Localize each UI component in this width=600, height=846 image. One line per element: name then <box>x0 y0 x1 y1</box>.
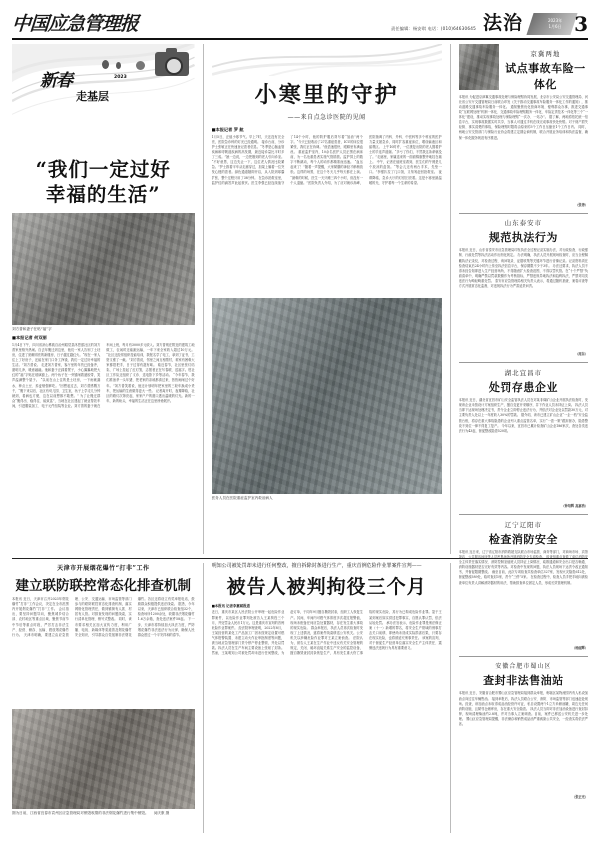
mid-photo <box>212 298 442 494</box>
bottom-mid-kicker: 明知公司被处罚却未进行任何整改，擅自拆除封条进行生产，重庆首例危险作业罪案件宣判—— <box>211 562 422 569</box>
camera-icon <box>155 52 189 76</box>
page-number: 3 <box>574 12 588 36</box>
bottom-left-article <box>12 563 195 833</box>
divider-bl-bm <box>203 563 204 833</box>
left-feature-column <box>12 44 195 554</box>
bottom-zone <box>12 563 588 833</box>
decorative-swoosh-left <box>12 44 195 156</box>
rail-body-1: 本报讯 近日，山东省泰安市应急管理局印发执法全过程记录实施办法，对行政检查、行政强制、行政处罚等执法活动作出细化规定。 办法明确，执法人员开展现场检查时，应当全程佩戴执法记录仪，对检查过程、询问笔录、证据收集等关键环节进行音像记录。记录资料须在检查结束后24小时内上传至执法信息平台，保存期限不少于3年。 办法还要求，执法人员不得未经告知即进入生产经营场所，不得随意扩大检查范围，不得以罚代管。在“十个严禁”负面清单中，明确严禁以罚款数额作为考核指标，严禁违规异地执法和趋利执法，严禁对同类违法行为畸轻畸重处罚。 泰安市应急管理局相关负责人表示，将通过随机抽查、案卷评查等方式开展常态化监督，对违规执法行为严肃追责问责。 <box>458 248 588 289</box>
series-logo-main: 新春 <box>40 70 72 91</box>
rail-divider-0 <box>459 213 588 214</box>
masthead <box>12 6 588 36</box>
section-title: 法治 <box>482 12 523 34</box>
paper-logo-wrap <box>12 6 138 36</box>
series-logo-sub: 走基层 <box>76 89 109 103</box>
mid-subheadline: ——来自点急诊医院的见闻 <box>287 113 366 121</box>
lantern-icon-3 <box>136 61 145 70</box>
rail-body-0: 本报讯 为促进京津冀交通事故处理与保险理赔协同发展，北京市公安局公安交通管理局、河北省公安厅交通管理局日前联合印发《关于推动交通事故车险服务一体化工作的通知》，推动道路交通事故车险服务一体化。 通知聚焦优化营商环境、便利群众办事，推进交通事故“互联网处理”机制一体化、交通事故车险理赔服务一体化、车险定责技术一体化等三个“一体化”建设，推动实现事故处理与保险理赔“一次办、一站办”。 据了解，两地将依托统一信息平台，实现事故数据实时共享，当事人可通过手机在线完成事故快处快赔。对于财产损失轻微、事实清楚的事故，保险理赔时限将由原来的3个工作日压缩至1个工作日内。 同时，两地公安交管部门与保险行业协会将建立定期会商机制，联合开展业务培训和执法监督，确保一体化服务规范有序推进。 <box>458 94 588 140</box>
rail-item-1 <box>459 218 588 357</box>
rail-divider-1 <box>459 362 588 363</box>
right-photo-top <box>459 44 499 90</box>
lantern-icon-2 <box>116 62 121 69</box>
left-body <box>12 343 195 591</box>
left-photo-caption: 刘方普和妻子在贴“福”字 <box>12 326 52 331</box>
paper-logo: 中国应急管理报 <box>11 13 139 35</box>
left-headline <box>12 158 195 208</box>
rail-body-4: 本报讯 近日，安徽省合肥市蜀山区应急管理局接到群众举报，称辖区某物流园内有人私设加油点向过往车辆售油。 接到举报后，执法人员联合公安、消防、市场监管等部门迅速赶赴现场。经查，该加油点未取得成品油经营许可证，私自设置两个1立方米储油罐，周边无任何消防设施，且紧邻仓储库房，存在重大安全隐患。 执法人员当即对非法加油设备进行查封扣押，现场清理柴油约2.8吨，并对当事人立案调查。目前，案件已移送公安机关进一步处理。 蜀山区应急管理局提醒，非法储存和销售成品油严重威胁公共安全，一经查实将依法严惩。 <box>458 691 588 727</box>
rail-body-2: 本报讯 近日，湖北省宜昌市矿山安全监管执法人员在对某非煤矿山企业开展执法检查时，发现该企业未按设计方案组织生产，擅自变更开采顺序，井下作业人员未持证上岗。 执法人员当即下达现场处理决定书，责令企业立即停止违法行为，并依法对企业处以罚款30万元，对主要负责人处以上一年度收入30%的罚款。 据介绍，该市已建立矿山企业“一企一档”安全监管台账，将存在重大事故隐患的企业列入重点监管名单，实行“一患一策”跟踪督办，隐患整改不到位一律不得复工复产。 今年以来，宜昌市已累计检查矿山企业186家次，查处各类违法行为43起，督促整改隐患520项。 <box>458 398 588 433</box>
bottom-mid-body-text: 近日，重庆市某区人民法院公开审理一起危险作业罪案件，以危险作业罪判处被告人王某拘役三个月，并处罚金人民币1万元。这是重庆市宣判的首例危险作业罪案件。 经法院审理查明，2022年8月，王某经营的某化工产品加工厂因未按规定设置可燃气体报警装置、未建立动火作业审批制度等问题，被当地应急管理部门责令停产停业整顿，并处以罚款。执法人员在生产车间主要设备上张贴了封条。 然而，王某明知公司被处罚却未进行任何整改，为赶订单，于同年9月擅自撕毁封条，组织工人恢复生产。其间，车间内可燃气体浓度多次超过报警值，现场未配备任何应急处置器材，存在发生重大事故的现实危险。 群众举报后，执法人员再次检查时发现了上述情况，遂将案件线索移送公安机关。公安机关以涉嫌危险作业罪对王某立案侦查。 法院认为，被告人王某在生产作业中违反有关安全管理的规定，关闭、破坏直接关系生产安全的监控设备，擅自撕毁查封封条恢复生产，具有发生重大伤亡事故的现实危险，其行为已构成危险作业罪。鉴于王某到案后如实供述犯罪事实，自愿认罪认罚，依法从轻处罚。 承办法官表示，危险作业罪是刑法修正案（十一）新增的罪名，将安全生产领域的刑事打击关口前移，即使尚未造成实际损害后果，只要存在现实危险，也将被追究刑事责任。 该案的宣判，对于督促生产经营单位落实安全生产主体责任、震慑违法违规行为具有重要意义。 <box>211 610 442 656</box>
bottom-left-photo-credit: 闵庆康 摄 <box>153 810 170 815</box>
right-rail <box>458 44 588 800</box>
mid-headline: 小寒里的守护 <box>254 81 399 108</box>
rail-headline-3: 检查消防安全 <box>488 532 558 546</box>
bottom-left-photo-caption <box>12 811 195 816</box>
editor-credit: 责任编辑：杨安琪 电话：(010)64630645 <box>391 26 476 31</box>
bottom-left-photo <box>12 709 195 809</box>
left-headline-line2: 幸福的生活” <box>45 182 161 206</box>
rail-kicker-0: 京冀两地 <box>530 49 561 58</box>
series-logo <box>40 66 170 108</box>
divider-mid-right <box>450 44 451 554</box>
date-page-badge <box>530 13 588 35</box>
mid-body-top <box>212 135 442 295</box>
rail-headline-0: 试点事故车险一体化 <box>505 61 586 91</box>
rail-headline-2: 处罚存患企业 <box>488 381 558 395</box>
bottom-left-kicker: 天津市开展烟花爆竹“打非”工作 <box>57 564 150 572</box>
left-body-text: 1月4日下午，四川省凉山彝族自治州昭觉县沐恩邸社区的刘方普家里格外热闹。自去年搬迁到这里，他们一家人告别了土坯房，住进了宽敞明亮的新楼房，日子越过越红火。“现在一家人住上了好房子，还能在家门口务工挣钱，我们一定过好幸福的生活。”刘方普说。 走进刘方普家，客厅里的年货已经备齐，窗明几净，暖意融融。他和妻子正踩着凳子，小心翼翼地把大红的“福”字贴在玻璃窗上。两个孩子在一旁嬉闹着递胶带，笑声溢满整个屋子。 “以前在山上住的是土坯房，一下雨就漏水，种点土豆、荞麦勉强够吃。”回想起过去，刘方普感慨万千，“搬下来以后，社区有幼儿园、卫生室，孩子上学走几分钟就到，看病也方便，这在以前想都不敢想。” 为了让搬迁群众“搬得出、稳得住、能致富”，当地在社区建起了就业帮扶车间，引进服装加工、电子元件组装等企业。刘方普的妻子就在车间上班，每月有3000多元收入。刘方普则在附近的建筑工地做工，农闲时还能跑运输，一年下来全家收入超过10万元。 “社区还经常组织技能培训，我报名学了电工，拿到了证书，工资又涨了一截。”刘方普说，邻里之间互相帮衬，谁家有困难大家都搭把手，日子过得有滋有味。 临近春节，社区里张灯结彩，广场上挂起了红灯笼，志愿者正在写春联、送福字。驻社区工作队还组织了义诊、送电影下乡等活动。 “今年春节，我们准备杀一头年猪，把老家的亲戚都请过来，热热闹闹过个好年。”刘方普笑着说，他还计划明年把家里的三轮车换成小货车，把运输的生意做得更大一些。 记者离开时，夜幕降临，社区的路灯次第亮起，家家户户的窗口透出温暖的灯光。新的一年，新的盼头，幸福的生活正在这里徐徐展开。 <box>12 342 195 409</box>
masthead-right <box>391 8 588 36</box>
rail-endmark-0: （张涛） <box>575 202 588 207</box>
rail-endmark-1: （周东） <box>575 352 588 357</box>
rail-item-2 <box>459 368 588 509</box>
bottom-left-headline: 建立联防联控常态化排查机制 <box>15 577 192 594</box>
date-day: 1月6日 <box>548 24 562 29</box>
rail-endmark-2: （钟绍辉 高嘉浩） <box>561 504 588 509</box>
left-byline: ■本报记者 何双丽 <box>12 334 47 340</box>
decorative-swoosh-mid <box>212 44 442 78</box>
date-text <box>530 18 573 30</box>
rail-body-3: 本报讯 连日来，辽宁省辽阳市消防救援支队联合市场监管、商务等部门，对商场市场、宾馆饭店、公共娱乐场所等人员密集场所开展消防安全专项检查。 检查组重点查看了单位消防安全主体责任落实情况、消防控制室值班人员持证上岗情况、疏散通道和安全出口是否畅通、消防设施器材是否完好有效等内容。对检查中发现的问题，执法人员现场下达责令改正通知书，并督促限期整改。 截至目前，此次专项检查共检查单位327家，发现火灾隐患612处，督促整改589处，临时查封3家，责令“三停”5家。 在检查过程中，检查人员手把手地向被检查单位负责人讲解消防器材的用法，帮助排查单位固定人员，形成长效管理机制。 <box>458 549 588 585</box>
series-logo-year: 2023 <box>114 74 127 80</box>
mid-photo-caption: 医务人员在医院重症监护室内救治病人 <box>211 495 273 500</box>
rail-endmark-4: （张正光） <box>572 795 588 800</box>
bottom-mid-byline: ■本报讯 记者李嘉斌报道 <box>211 604 250 609</box>
bottom-left-body-text: 本报讯 近日，天津市召开2023年烟花爆竹“打非”工作会议，决定在全市范围内开展烟花爆竹“打非”工作。 会议指出，要坚持问题导向，聚焦城乡结合部、农村地区等重点区域，聚焦节前节中节后等重点时段，严厉打击非法生产、经营、储存、运输、燃放烟花爆竹行为。 天津市明确，要建立由应急管理、公安、交通运输、市场监管等部门参与的联防联控常态化排查机制，落实网格化管理责任，做到镇街有人抓、村居有人管。对排查发现的问题线索，实行清单化管理、销号式整改。 同时，该市要求相关区加大宣传力度，利用广播、电视、新媒体等渠道普及烟花爆竹安全知识，引导群众自觉抵制非法烟花爆竹。各区还将设立有奖举报电话，鼓励群众积极提供违法线索。 据悉，今年以来，天津市已组织联合检查组32个，检查场所1200余处，收缴非法烟花爆竹1.6万余箱，查处违法案件58起。 下一步，天津市将持续加大执法力度，严防烟花爆竹非法违法行为反弹，确保人民群众度过一个平安祥和的春节。 <box>12 596 195 637</box>
bottom-left-caption-text: 图为日前，江西省宜春市袁州区应急管理局对销毁收缴的非法烟花爆竹进行集中销毁。 <box>12 810 149 815</box>
divider-left-mid <box>203 44 204 554</box>
bottom-mid-article <box>212 563 442 833</box>
mid-feature-column <box>212 44 442 554</box>
masthead-rule <box>12 38 588 40</box>
left-photo <box>12 213 195 325</box>
rail-kicker-2: 湖北宜昌市 <box>504 369 543 378</box>
mid-byline: ■本报记者 罗 航 <box>211 126 244 132</box>
mid-body-top-text: 1月5日，正值小寒节气。早上7时，天还没有完全亮，医院急诊科的灯光已经通明。 接诊台前，分诊护士张敏正在快速登记患者信息。“冬季是心脑血管疾病和呼吸道疾病的高发期，最近接诊量比平时多了三成。”她一边说，一边把刚到的老人引向诊室。 “不好意思，这边先让一下，这位老人情况比较紧急。”护士推着平车从走廊穿过，担架上躺着一位突发心梗的患者。绿色通道随即开启，从入院到球囊扩张，整个过程只用了38分钟。 在急诊抢救室里，监护仪的滴答声此起彼伏。医生李强已经连续值守了14个小时，他的防护服后背写着“加油”两个字。“今天已经收治了27名重症患者，ICU的床位很紧张，我们正在协调。”他语速很快，眼睛里布满血丝。 重症监护室内，10余名医护人员正围在病床前，为一名危重患者实施气管插管。监护屏上的数字不断跳动，每个人的动作都精准而迅速。 “血压起来了！”随着一声提醒，大家紧绷的神经才稍稍放松。这样的场景，在这个冬天几乎每天都在上演。 “最难的时候，医生一天只睡三四个小时，但没有一个人退缩。”医院负责人介绍，为了应对就诊高峰，医院抽调了内科、外科、中医科等多个科室的医护力量支援急诊，同时扩容重症床位，增设输液区和留观区。 上午10时许，一位康复出院的老人握着护士的手连声道谢。“多亏了你们，不然我这条命就没了。”走廊里，家属送来的一面面锦旗整齐地挂在墙上。 中午，记者在值班室看到，医生们的午餐是几个放凉的盒饭。“等会儿还有两台手术，先垫一口。”李强扒拉了几口饭，又匆匆赶回抢救室。 夜幕降临，急诊大厅的灯依旧亮着。这是小寒里最温暖的光，守护着每一个生命的希望。 <box>211 134 442 185</box>
bottom-mid-body <box>212 610 442 824</box>
bottom-left-body <box>12 597 195 705</box>
rail-kicker-1: 山东泰安市 <box>504 219 543 228</box>
date-year: 2023年 <box>547 18 563 23</box>
rail-divider-2 <box>459 514 588 515</box>
rail-headline-4: 查封非法售油站 <box>483 674 564 688</box>
rail-endmark-3: （杨丽辉） <box>572 645 588 650</box>
bottom-right-rail <box>459 563 588 833</box>
swoosh-graphic-mid <box>212 44 442 76</box>
rail-kicker-4: 安徽合肥市蜀山区 <box>495 663 552 671</box>
bottom-mid-headline: 被告人被判拘役三个月 <box>226 576 427 599</box>
left-headline-line1: “我们一定过好 <box>35 157 171 181</box>
rail-headline-1: 规范执法行为 <box>488 231 558 245</box>
divider-bm-br <box>450 563 451 833</box>
lantern-icon-1 <box>102 60 109 69</box>
rail-kicker-3: 辽宁辽阳市 <box>504 520 543 529</box>
